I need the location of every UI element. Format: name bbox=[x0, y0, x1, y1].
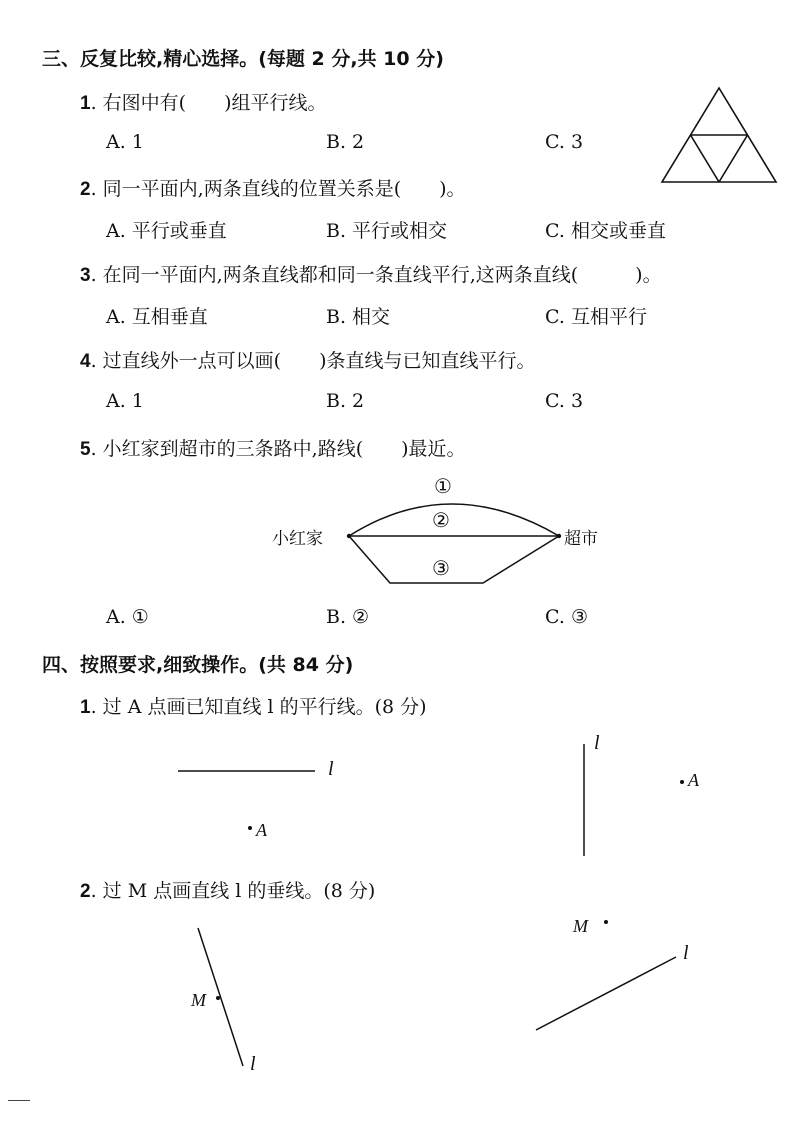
section-4-title: 四、按照要求,细致操作。(共 84 分) bbox=[42, 654, 354, 676]
question-text: . 过直线外一点可以画( )条直线与已知直线平行。 bbox=[90, 350, 536, 372]
route-diagram bbox=[340, 470, 570, 590]
question-number: 4 bbox=[80, 351, 91, 372]
point-m-label: M bbox=[191, 990, 206, 1010]
question-2 bbox=[80, 174, 466, 201]
question-number: 2 bbox=[80, 179, 91, 200]
operation-question-1 bbox=[80, 692, 427, 719]
option-c: C. ③ bbox=[545, 606, 588, 628]
line-l-label: l bbox=[683, 942, 689, 964]
point-m bbox=[216, 996, 220, 1000]
parallel-figure-right bbox=[570, 740, 700, 860]
option-a: A. ① bbox=[106, 606, 149, 628]
point-a bbox=[248, 826, 252, 830]
option-b: B. 2 bbox=[326, 131, 365, 153]
option-a: A. 1 bbox=[106, 131, 144, 153]
page-edge-mark bbox=[8, 1100, 30, 1101]
point-a bbox=[680, 780, 684, 784]
question-number: 2 bbox=[80, 881, 91, 902]
operation-question-2 bbox=[80, 876, 375, 903]
option-c: C. 相交或垂直 bbox=[545, 220, 666, 242]
route-3-label: ③ bbox=[432, 556, 450, 580]
line-l-label: l bbox=[250, 1053, 256, 1075]
line-l-label: l bbox=[594, 732, 600, 754]
parallel-figure-left bbox=[170, 760, 290, 840]
start-point bbox=[347, 534, 351, 538]
option-a: A. 平行或垂直 bbox=[106, 220, 227, 242]
question-1 bbox=[80, 88, 326, 115]
triangle-figure bbox=[660, 86, 778, 184]
question-number: 1 bbox=[80, 697, 91, 718]
route-1-label: ① bbox=[434, 474, 452, 498]
point-a-label: A bbox=[688, 770, 699, 790]
option-a: A. 互相垂直 bbox=[106, 306, 208, 328]
question-3 bbox=[80, 260, 662, 287]
route-2-label: ② bbox=[432, 508, 450, 532]
section-3-title: 三、反复比较,精心选择。(每题 2 分,共 10 分) bbox=[42, 48, 444, 70]
option-c: C. 3 bbox=[545, 131, 584, 153]
route-1-arc bbox=[349, 504, 559, 536]
point-m bbox=[604, 920, 608, 924]
question-text: . 在同一平面内,两条直线都和同一条直线平行,这两条直线( )。 bbox=[90, 264, 662, 286]
question-text: . 右图中有( )组平行线。 bbox=[90, 92, 327, 114]
option-c: C. 3 bbox=[545, 390, 584, 412]
line-l bbox=[536, 957, 676, 1030]
question-number: 1 bbox=[80, 93, 91, 114]
question-4 bbox=[80, 346, 535, 373]
point-a-label: A bbox=[256, 820, 267, 840]
question-text: . 过 A 点画已知直线 l 的平行线。(8 分) bbox=[90, 696, 427, 718]
option-b: B. 相交 bbox=[326, 306, 391, 328]
option-c: C. 互相平行 bbox=[545, 306, 647, 328]
line-l-label: l bbox=[328, 758, 334, 780]
point-m-label: M bbox=[573, 916, 588, 936]
question-text: . 过 M 点画直线 l 的垂线。(8 分) bbox=[90, 880, 376, 902]
question-text: . 小红家到超市的三条路中,路线( )最近。 bbox=[90, 438, 466, 460]
option-a: A. 1 bbox=[106, 390, 144, 412]
question-number: 3 bbox=[80, 265, 91, 286]
question-5 bbox=[80, 434, 466, 461]
perpendicular-figure-right bbox=[530, 910, 690, 1040]
inner-line-2 bbox=[691, 135, 720, 182]
start-label: 小红家 bbox=[272, 529, 323, 549]
option-b: B. ② bbox=[326, 606, 370, 628]
end-point bbox=[557, 534, 561, 538]
option-b: B. 2 bbox=[326, 390, 365, 412]
option-b: B. 平行或相交 bbox=[326, 220, 448, 242]
question-text: . 同一平面内,两条直线的位置关系是( )。 bbox=[90, 178, 466, 200]
question-number: 5 bbox=[80, 439, 91, 460]
inner-line-3 bbox=[719, 135, 748, 182]
route-3-path bbox=[349, 536, 559, 583]
end-label: 超市 bbox=[564, 529, 598, 549]
